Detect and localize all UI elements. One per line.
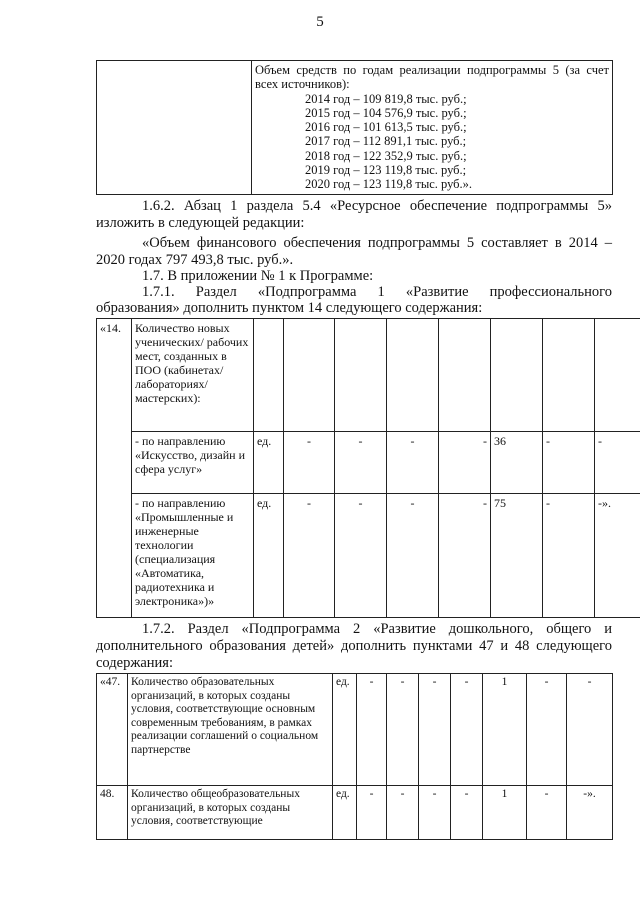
quote-line1: «Объем финансового обеспечения подпрограммы 5 составляет в 2014 – [142, 235, 612, 251]
table2-row2-v2: - [387, 786, 419, 840]
table2-row2-v7: -». [567, 786, 613, 840]
indicators-table-2 [96, 673, 613, 840]
table1-row2-v2: - [335, 494, 387, 618]
table1-row2-v7: -». [595, 494, 640, 618]
table-row [97, 786, 613, 840]
table-row [97, 494, 640, 618]
table2-row2-unit: ед. [333, 786, 357, 840]
funding-cell [252, 61, 613, 195]
funding-table [96, 60, 613, 195]
funding-year-2020: 2020 год – 123 119,8 тыс. руб.». [305, 177, 473, 192]
table1-row2-unit: ед. [254, 494, 284, 618]
table2-row2-v3: - [419, 786, 451, 840]
funding-empty-cell [97, 61, 252, 195]
paragraph-1-7-1-line2: образования» дополнить пунктом 14 следующего содержания: [96, 300, 483, 316]
table2-row1-v6: - [527, 674, 567, 786]
table1-row1-v2: - [335, 432, 387, 494]
table1-row2-v1: - [284, 494, 335, 618]
table1-row1-v1: - [284, 432, 335, 494]
funding-year-2018: 2018 год – 122 352,9 тыс. руб.; [305, 148, 467, 163]
table1-row1-label: - по направлению «Искусство, дизайн и сфера услуг» [132, 432, 254, 494]
table2-row1-unit: ед. [333, 674, 357, 786]
table-row [97, 674, 613, 786]
table1-row1-v4: - [439, 432, 491, 494]
table1-row2-v3: - [387, 494, 439, 618]
paragraph-1-7-1-line1: 1.7.1. Раздел «Подпрограмма 1 «Развитие профессионального [142, 284, 612, 300]
table2-row1-v2: - [387, 674, 419, 786]
indicators-table-1 [96, 318, 640, 618]
funding-year-2015: 2015 год – 104 576,9 тыс. руб.; [305, 105, 467, 120]
page-number: 5 [316, 14, 324, 30]
table2-row2-v4: - [451, 786, 483, 840]
funding-year-2017: 2017 год – 112 891,1 тыс. руб.; [305, 134, 467, 149]
table1-row2-v6: - [543, 494, 595, 618]
paragraph-1-6-2-line2: изложить в следующей редакции: [96, 215, 305, 231]
paragraph-1-7: 1.7. В приложении № 1 к Программе: [142, 268, 374, 284]
table2-row1-v3: - [419, 674, 451, 786]
table1-item-number: «14. [97, 319, 132, 432]
table2-row2-v6: - [527, 786, 567, 840]
table2-row2-number: 48. [97, 786, 128, 840]
paragraph-1-7-2-line1: 1.7.2. Раздел «Подпрограмма 2 «Развитие дошкольного, общего и [142, 621, 612, 637]
paragraph-1-7-2-line3: содержания: [96, 655, 174, 671]
table2-row2-v1: - [357, 786, 387, 840]
table1-row1-v6: - [543, 432, 595, 494]
funding-year-2019: 2019 год – 123 119,8 тыс. руб.; [305, 163, 467, 178]
table2-row2-label: Количество общеобразовательных организаций, в которых созданы условия, соответствующие [128, 786, 333, 840]
table1-row1-v3: - [387, 432, 439, 494]
paragraph-1-6-2-line1: 1.6.2. Абзац 1 раздела 5.4 «Ресурсное обеспечение подпрограммы 5» [142, 198, 612, 214]
table2-row1-v4: - [451, 674, 483, 786]
table1-row2-v4: - [439, 494, 491, 618]
table1-row1-v7: - [595, 432, 640, 494]
table2-row1-v1: - [357, 674, 387, 786]
table-row [97, 432, 640, 494]
table1-row1-unit: ед. [254, 432, 284, 494]
quote-line2: 2020 годах 797 493,8 тыс. руб.». [96, 252, 294, 268]
table1-row1-v5: 36 [491, 432, 543, 494]
table1-indicator: Количество новых ученических/ рабочих мест, созданных в ПОО (кабинетах/ лабораториях/ мастерских): [132, 319, 254, 432]
funding-header: Объем средств по годам реализации подпрограммы 5 (за счет всех источников): [255, 63, 609, 92]
funding-year-2016: 2016 год – 101 613,5 тыс. руб.; [305, 120, 467, 135]
table1-row2-v5: 75 [491, 494, 543, 618]
funding-year-2014: 2014 год – 109 819,8 тыс. руб.; [305, 91, 467, 106]
table2-row1-v5: 1 [483, 674, 527, 786]
table1-row2-label: - по направлению «Промышленные и инженерные технологии (специализация «Автоматика, радиотехника и электроника»)» [132, 494, 254, 618]
paragraph-1-7-2-line2: дополнительного образования детей» дополнить пунктами 47 и 48 следующего [96, 638, 612, 654]
table2-row2-v5: 1 [483, 786, 527, 840]
table2-row1-number: «47. [97, 674, 128, 786]
table2-row1-v7: - [567, 674, 613, 786]
table2-row1-label: Количество образовательных организаций, в которых созданы условия, соответствующие основным современным требованиям, в рамках реализации соглашений о социальном партнерстве [128, 674, 333, 786]
